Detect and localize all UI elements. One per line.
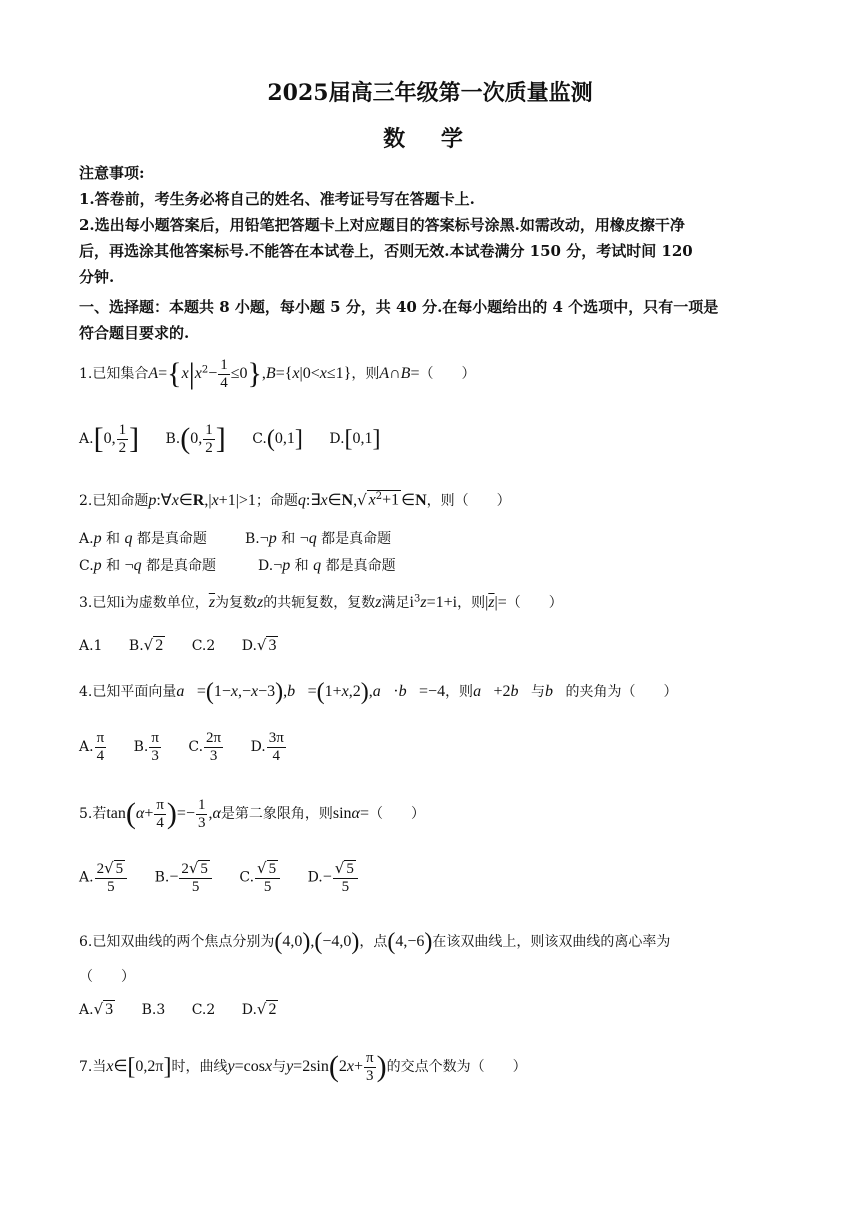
question-4: 4.已知平面向量a⃗=(1−x,−x−3),b⃗=(1+x,2),a⃗·b⃗=−4，则a⃗+2b⃗与b⃗的夹角为（ ） (79, 679, 678, 705)
q2-option-c: C.p 和 ¬q 都是真命题 (79, 557, 217, 574)
q2-prefix: 2.已知命题 (79, 493, 149, 509)
q6-option-c: C.2 (191, 1002, 216, 1018)
q2-then: ，则（ ） (426, 493, 511, 509)
q1-fraction: $\frac{1}{4}$ (220, 357, 228, 391)
q5-options (79, 860, 381, 895)
notes-item-2-line-2: 后，再选涂其他答案标号.不能答在本试卷上，否则无效.本试卷满分 150 分，考试时间 120 (79, 242, 693, 260)
q2-option-b: B.¬p 和 ¬q 都是真命题 (245, 530, 392, 547)
q6-options (79, 1000, 300, 1019)
exam-title: 2025届高三年级第一次质量监测 (267, 80, 593, 106)
q3-options (79, 636, 300, 655)
exam-subject: 数 学 (383, 126, 477, 152)
notes-item-2-line-1: 2.选出每小题答案后，用铅笔把答题卡上对应题目的答案标号涂黑.如需改动，用橡皮擦干净 (79, 216, 685, 234)
q1-then: ，则 (351, 366, 380, 382)
question-6: 6.已知双曲线的两个焦点分别为(4,0),(−4,0)，点(4,−6)在该双曲线上，则该双曲线的离心率为 (79, 929, 671, 955)
q1-option-a: A.[0, $\frac{1}{2}$ ] (79, 422, 140, 456)
notes-item-1: 1.答卷前，考生务必将自己的姓名、准考证号写在答题卡上. (79, 190, 475, 208)
q4-option-c: C. $\frac{2\pi}{3}$ (188, 730, 222, 764)
q1-option-d: D.[0,1] (329, 426, 381, 452)
q3-option-b: B.√ 2 (128, 636, 164, 654)
q1-options (79, 422, 403, 456)
q1-paren: （ ） (419, 366, 476, 382)
notes-item-2-line-3: 分钟. (79, 268, 115, 286)
question-2: 2.已知命题p:∀x∈R,|x+1|>1；命题q:∃x∈N,√ $x^2+1$ ∈N，则（ ） (79, 491, 511, 509)
q5-option-b: B.− $\frac{2√ 5}{5}$ (155, 860, 213, 895)
q4-option-d: D. $\frac{3\pi}{4}$ (250, 730, 284, 764)
q1-set-a-formula: A (148, 365, 159, 382)
question-7: 7.当x∈[0,2π]时，曲线y=cosx与y=2sin(2x+ $\frac{\pi}{3}$ )的交点个数为（ ） (79, 1050, 527, 1084)
section-heading-line-2: 符合题目要求的. (79, 324, 190, 342)
question-3: 3.已知i为虚数单位，$\overline{z}$为复数z的共轭复数，复数z满足$i^3z=1+i$，则$|\overline{z}|=$（ ） (79, 593, 563, 611)
q4-option-b: B. $\frac{\pi}{3}$ (133, 730, 159, 764)
q2-option-a: A.p 和 q 都是真命题 (79, 530, 207, 547)
q5-option-d: D.− $\frac{√ 5}{5}$ (308, 860, 359, 895)
section-heading-line-1: 一、选择题：本题共 8 小题，每小题 5 分，共 40 分.在每小题给出的 4 个选项中，只有一项是 (79, 298, 719, 316)
q5-option-a: A. $\frac{2√ 5}{5}$ (79, 860, 128, 895)
q6-option-b: B.3 (141, 1002, 166, 1018)
q4-option-a: A. $\frac{\pi}{4}$ (79, 730, 105, 764)
q3-option-c: C.2 (191, 638, 216, 654)
q5-option-c: C. $\frac{√ 5}{5}$ (239, 860, 281, 895)
question-1: 1.已知集合$A=\{x|x^2-$ $\frac{1}{4}$ ≤0},B={x|0<x≤1}，则A∩B=（ ） (79, 357, 476, 391)
q3-option-d: D.√ 3 (241, 636, 277, 654)
q2-mid: ；命题 (255, 493, 298, 509)
q1-option-c: C.(0,1] (252, 426, 303, 452)
notes-heading: 注意事项: (79, 164, 145, 182)
q1-option-b: B.(0, $\frac{1}{2}$ ] (165, 422, 226, 456)
q2-option-d: D.¬p 和 q 都是真命题 (258, 557, 396, 574)
q6-option-a: A.√ 3 (79, 1000, 114, 1018)
q3-option-a: A.1 (79, 638, 103, 654)
q1-prefix: 1.已知集合 (79, 366, 149, 382)
q6-paren: （ ） (79, 969, 135, 985)
q6-option-d: D.√ 2 (241, 1000, 277, 1018)
q4-options (79, 730, 309, 764)
question-5: 5.若tan(α+ $\frac{\pi}{4}$ )=− $\frac{1}{3}$ ,α是第二象限角，则sinα=（ ） (79, 797, 425, 831)
